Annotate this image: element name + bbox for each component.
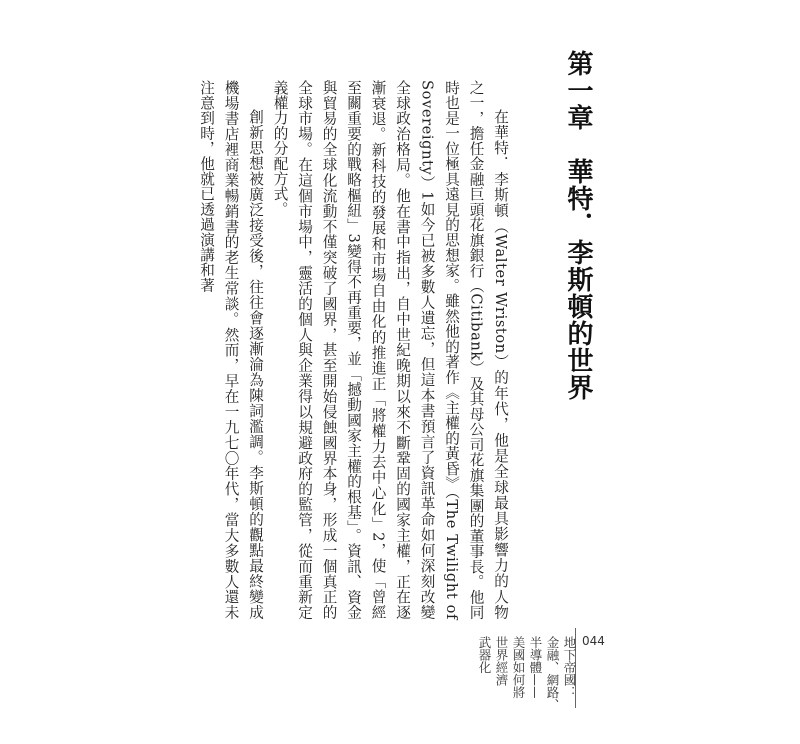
running-title-line-6: 武器化: [477, 636, 492, 674]
paragraph-1: 在華特．李斯頓（Walter Wriston）的年代，他是全球最具影響力的人物之一，擔任金融巨頭花旗銀行（Citibank）及其母公司花旗集團的董事長。他同時也是一位極具遠見的思想家。雖然他的著作《主權的黃昏》（The Twilight of Sovereignty）1如今已被多數人遺忘，但這本書預言了資訊革命如何深刻改變全球政治格局。他在書中指出，自中世紀晚期以來不斷鞏固的國家主權，正在逐漸衰退。新科技的發展和市場自由化的推進正「將權力去中心化」2，使「曾經至關重要的戰略樞紐」3變得不再重要，並「撼動國家主權的根基」。資訊、資金與貿易的全球化流動不僅突破了國界，甚至開始侵蝕國界本身，形成一個真正的全球市場。在這個市場中，靈活的個人與企業得以規避政府的監管，從而重新定義權力的分配方式。: [271, 80, 509, 620]
body-text: [198, 80, 512, 620]
page-number: 044: [582, 634, 605, 648]
paragraph-2: 創新思想被廣泛接受後，往往會逐漸淪為陳詞濫調。李斯頓的觀點最終變成機場書店裡商業暢銷書的老生常談。然而，早在一九七〇年代，當大多數人還未注意到時，他就已透過演講和著: [198, 80, 264, 620]
chapter-heading: 第一章 華特．李斯頓的世界: [563, 50, 593, 401]
running-title: [476, 636, 578, 716]
running-title-line-4: 美國如何將: [511, 636, 526, 699]
running-title-line-1: 地下帝國：: [562, 636, 577, 699]
running-title-line-5: 世界經濟: [494, 636, 509, 686]
running-title-line-2: 金融、網路、: [545, 636, 560, 711]
running-title-line-3: 半導體——: [528, 636, 543, 699]
